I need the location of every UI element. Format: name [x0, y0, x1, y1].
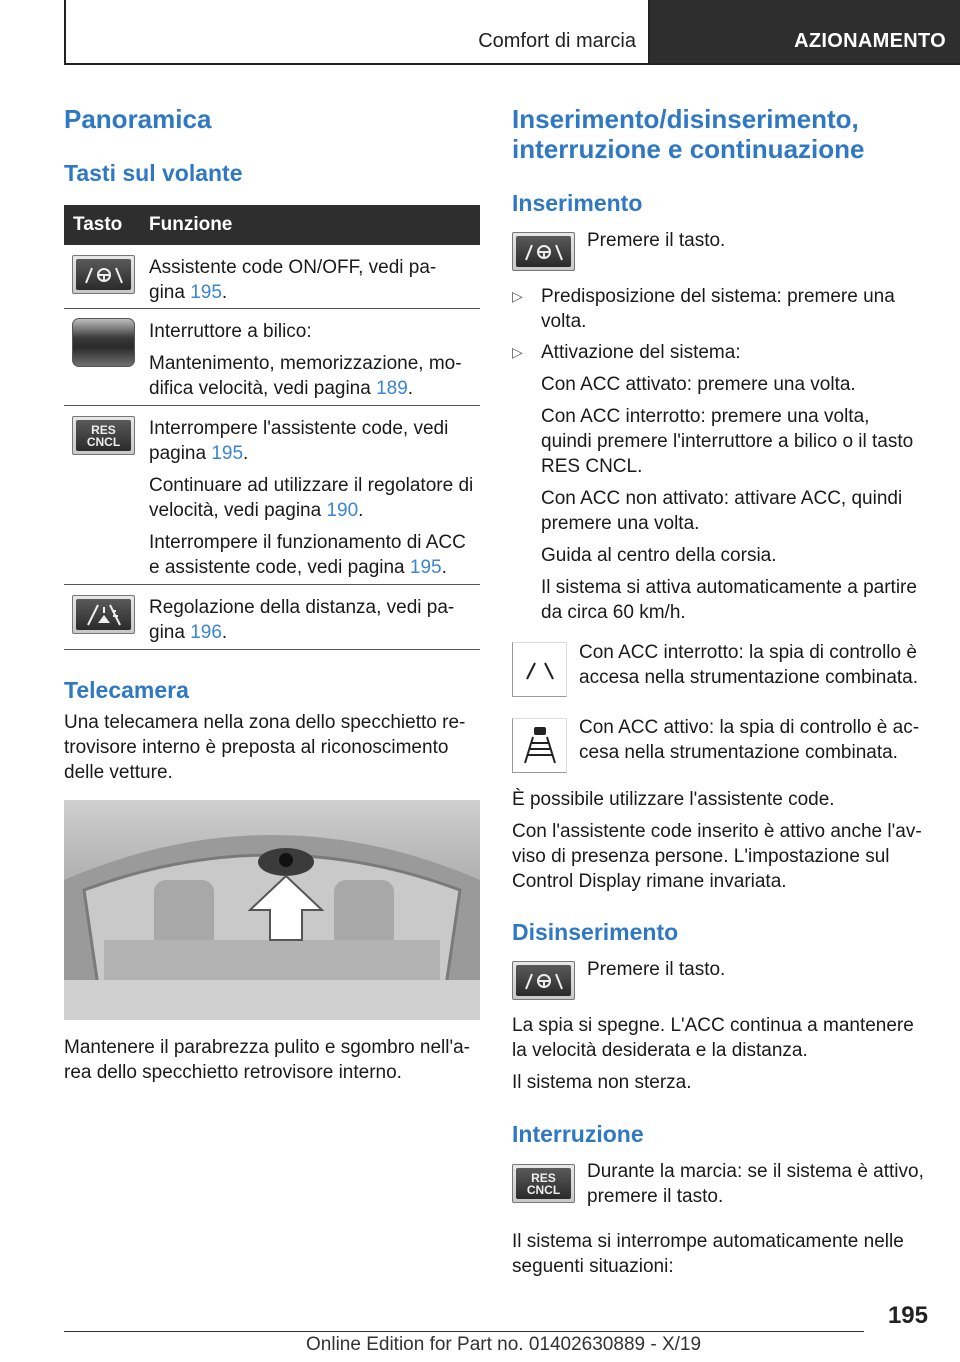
table-header [64, 205, 480, 245]
heading-overview: Panoramica [64, 104, 212, 134]
insertion-press-text: Premere il tasto. [587, 230, 726, 251]
lane-assist-button-icon [512, 232, 575, 271]
no-steering-text: Il sistema non sterza. [512, 1072, 692, 1093]
column-header-key: Tasto [73, 214, 123, 235]
interruption-text: Il sistema si interrompe automaticamente nelle seguenti situazioni: [512, 1231, 904, 1277]
heading-insertion: Inserimento [512, 190, 643, 216]
heading-deactivation: Disinserimento [512, 919, 679, 945]
header-rule [64, 63, 960, 65]
table-row [64, 585, 480, 650]
lane-assist-button-icon [72, 255, 135, 294]
page-number: 195 [887, 1302, 928, 1329]
deactivation-press-text: Premere il tasto. [587, 959, 726, 980]
row-text: Assistente code ON/OFF, vedi pa- gina [149, 257, 437, 303]
heading-interruption: Interruzione [512, 1121, 644, 1147]
triangle-bullet-icon: ▷ [512, 288, 523, 304]
page-link[interactable]: 195 [190, 282, 222, 303]
acc-active-lamp-icon [512, 718, 567, 773]
row-function: Interrompere l'assistente code, vedi pagina 195. Continuare ad utilizzare il regolatore di velocità, vedi pagina 190. Interrompere il funzionamento di ACC e assistente code, vedi pagina 195. [149, 418, 474, 578]
row-function: Interruttore a bilico: Mantenimento, memorizzazione, mo- difica velocità, vedi pagina 189. [149, 321, 462, 399]
res-cncl-button-icon: RES CNCL [72, 416, 135, 455]
header-divider [64, 0, 66, 64]
row-function: Assistente code ON/OFF, vedi pa- gina 195. [149, 257, 437, 303]
row-text: Mantenimento, memorizzazione, mo- difica velocità, vedi pagina [149, 353, 462, 399]
table-row [64, 309, 480, 406]
windshield-camera-photo [64, 800, 480, 1020]
res-cncl-button-icon: RES CNCL [512, 1164, 575, 1203]
heading-steering-buttons: Tasti sul volante [64, 160, 243, 186]
column-header-function: Funzione [149, 214, 233, 235]
table-row [64, 245, 480, 309]
camera-text: Una telecamera nella zona dello specchietto re- trovisore interno è preposta al riconoscimento delle vetture. [64, 712, 466, 783]
row-text: Regolazione della distanza, vedi pa- gina [149, 597, 455, 643]
interruption-press-text: Durante la marcia: se il sistema è attivo, premere il tasto. [587, 1161, 924, 1207]
acc-interrupted-lamp-icon [512, 642, 567, 697]
deactivation-text: La spia si spegne. L'ACC continua a mantenere la velocità desiderata e la distanza. [512, 1015, 914, 1061]
heading-activation: Inserimento/disinserimento, interruzione e continuazione [512, 104, 865, 164]
row-text: Continuare ad utilizzare il regolatore di velocità, vedi pagina [149, 475, 474, 521]
page-link[interactable]: 195 [409, 557, 442, 578]
rocker-switch-icon [72, 318, 135, 367]
chapter-title: Comfort di marcia [478, 30, 636, 52]
bullet-item: ▷ Attivazione del sistema: Con ACC attivato: premere una volta. Con ACC interrotto: premere una volta, quindi premere l'interruttore a bilico o il tasto RES CNCL. Con ACC non attivato: attivare ACC, quindi premere una volta. Guida al centro della corsia. Il sistema si attiva automaticamente a partire da circa 60 km/h. [512, 342, 917, 623]
triangle-bullet-icon: ▷ [512, 344, 523, 360]
heading-camera: Telecamera [64, 677, 189, 703]
bullet-item: ▷ Predisposizione del sistema: premere una volta. [512, 286, 895, 332]
edition-text: Online Edition for Part no. 01402630889 - X/19 [306, 1334, 702, 1355]
assist-info-text: Con l'assistente code inserito è attivo anche l'av- viso di presenza persone. L'impostazione sul Control Display rimane invariata. [512, 821, 922, 892]
row-function: Regolazione della distanza, vedi pa- gina 196. [149, 597, 455, 643]
page-link[interactable]: 189 [376, 378, 408, 399]
lamp-active-text: Con ACC attivo: la spia di controllo è ac- cesa nella strumentazione combinata. [579, 717, 920, 763]
table-row [64, 406, 480, 585]
lamp-interrupted-text: Con ACC interrotto: la spia di controllo è accesa nella strumentazione combinata. [579, 642, 919, 688]
row-text: Interrompere il funzionamento di ACC e assistente code, vedi pagina [149, 532, 466, 578]
page-link[interactable]: 196 [190, 622, 222, 643]
possible-text: È possibile utilizzare l'assistente code. [512, 789, 835, 810]
footer-rule [64, 1331, 864, 1332]
distance-button-icon [72, 595, 135, 634]
page-link[interactable]: 190 [326, 500, 359, 521]
row-text: Interruttore a bilico: [149, 321, 312, 342]
row-text: Interrompere l'assistente code, vedi pagina [149, 418, 449, 464]
page-link[interactable]: 195 [211, 443, 244, 464]
section-title: AZIONAMENTO [794, 30, 946, 52]
photo-caption: Mantenere il parabrezza pulito e sgombro nell'a- rea dello specchietto retrovisore interno. [64, 1037, 471, 1083]
buttons-table [64, 205, 480, 650]
lane-assist-button-icon [512, 961, 575, 1000]
